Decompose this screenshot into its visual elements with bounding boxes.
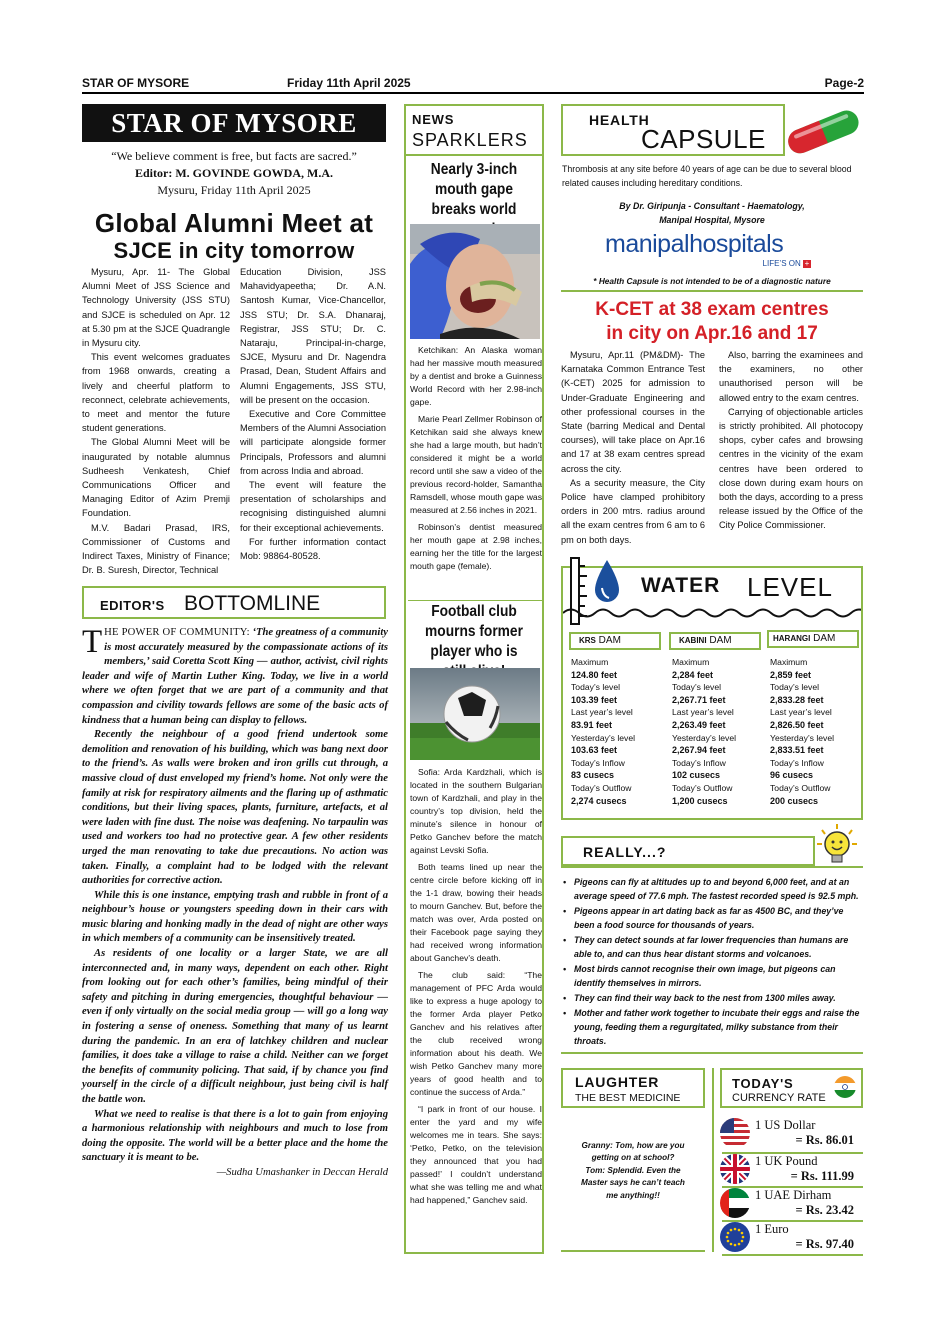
kcet-headline	[561, 298, 863, 346]
lead-para: Education Division, JSS Mahavidyapeetha; Dr. A.N. Santosh Kumar, Vice-Chancellor, JSS STU; Dr. S.A. Dhanaraj, Registrar, JSS STU; Dr. C. Nataraju, Principal-in-charge, SJCE, Mysuru and Dr. Nagendra Prasad, Dean, Student Affairs and Alumni Engagements, JSS STU, will be present on the occasion.	[240, 267, 386, 405]
dam-row-value: 2,833.51 feet	[770, 745, 824, 756]
lead-article-col1	[82, 265, 230, 577]
editorial-para	[82, 626, 388, 728]
editorial-para: While this is one instance, emptying trash and rubble in front of a neighbour’s house or youngsters speeding down in their cars with music blaring and honking madly in the dead of night are other ways in which members of a community can be insensitively treated.	[82, 889, 388, 945]
dam-row-value: 83 cusecs	[571, 770, 615, 781]
list-item: • Mother and father work together to incubate their eggs and raise the young, feeding them a regurgitated, milky substance from their throats.	[563, 1006, 863, 1048]
kcet-para: Mysuru, Apr.11 (PM&DM)- The Karnataka Common Entrance Test (K-CET) 2025 for admission to Under-Graduate Engineering and other professional courses in the State (barring Medical and Dental courses), will take place on Apr.16 and 17 at 38 exam centres spread across the city.	[561, 350, 705, 474]
joke-line: me anything!!	[606, 1190, 660, 1200]
dam-data-harangi	[770, 656, 862, 807]
water-label-light: LEVEL	[747, 572, 833, 602]
dam-row-value: 2,267.94 feet	[672, 745, 726, 756]
manipal-logo-sub	[763, 259, 811, 268]
divider	[712, 1068, 714, 1252]
header-date: Friday 11th April 2025	[287, 76, 411, 90]
dam-row-label: Today’s level	[770, 682, 820, 693]
water-wave-icon	[563, 606, 861, 620]
divider	[561, 1250, 705, 1252]
manipal-logo-b: hospitals	[689, 230, 784, 258]
sparkler-para: “I park in front of our house. I enter the yard and my wife welcomes me in tears. She says: ‘Petko, Petko, on the television they announced that you had passed!’ I couldn’t understand what she was telling me and what had happened,” Ganchev said.	[410, 1104, 542, 1205]
dam-header-krs	[569, 632, 661, 650]
joke-line: Tom: Splendid. Even the	[585, 1165, 681, 1175]
sparkler-para: Both teams lined up near the centre circle before kicking off in the 1-1 draw, bowing their heads to mourn Ganchev. But, before the match was over, Arda posted on their Facebook page saying they had received wrong information about Ganchev’s death.	[410, 862, 542, 963]
laughter-label-bold: LAUGHTER	[575, 1074, 660, 1090]
joke-line: Granny: Tom, how are you	[581, 1141, 685, 1150]
lead-para: Mysuru, Apr. 11- The Global Alumni Meet of JSS Science and Technology University (JSS STU) and SJCE is scheduled on Apr. 12 at 5.30 pm at the SJCE Quadrangle in Mysuru city.	[82, 267, 230, 349]
sparkler-para: Sofia: Arda Kardzhali, which is located in the southern Bulgarian town of Kardzhali, and play in the country’s top division, held the minute’s silence in honour of Petko Ganchev before the match against Levski Sofia.	[410, 767, 542, 855]
dam-row-label: Yesterday’s level	[672, 732, 737, 743]
dam-row-label: Yesterday’s level	[770, 732, 835, 743]
lead-para: The event will feature the presentation of scholarships and recognising distinguished alumni for their exceptional achievements.	[240, 480, 386, 533]
editorial-para: As residents of one locality or a larger State, we are all interconnected and, in many ways, dependent on each other. Right from looking out for each other’s families, being mindful of their safety and pitching in during emergencies, thoughtful behaviour — even if only virtually on the social media group — will go a long way in fostering a sense of oneness. Something that many of us learnt during the pandemic. In an era of latchkey children and nuclear families, it does take a village to raise a child. Neither can we forget the benefits of community policing. That said, if by chance you find yourself in the circle of a difficult neighbour, just being civil is half the battle won.	[82, 948, 388, 1105]
header-page-number: Page-2	[824, 76, 864, 90]
list-item: • They can detect sounds at far lower frequencies than humans are able to, and can thus hear distant storms and volcanoes.	[563, 933, 863, 961]
dropcap: T	[82, 624, 103, 660]
woman-eating-photo	[410, 224, 540, 339]
dam-name-bold: KABINI	[679, 636, 707, 645]
dam-row-value: 2,826.50 feet	[770, 719, 824, 730]
dam-row-value: 1,200 cusecs	[672, 795, 728, 806]
health-disclaimer: * Health Capsule is not intended to be of a diagnostic nature	[593, 276, 831, 286]
kcet-para: Carrying of objectionable articles is strictly prohibited. All photocopy shops, cyber cafes and browsing centres in the vicinity of the exam centres have been ordered to close down during exam hours on both the days, according to a press release issued by the Office of the City Police Commissioner.	[719, 406, 863, 531]
list-item: • Most birds cannot recognise their own image, but pigeons can identify themselves in mirrors.	[563, 962, 863, 990]
list-item: • Pigeons can fly at altitudes up to and beyond 6,000 feet, and at an average speed of 77.6 mph. The fastest recorded speed is 92.5 mph.	[563, 875, 863, 903]
india-flag-icon	[834, 1076, 856, 1098]
editorial-body	[82, 626, 388, 1181]
lightbulb-icon	[814, 822, 860, 870]
lead-headline-line2: SJCE in city tomorrow	[113, 238, 355, 263]
uk-flag-icon	[720, 1154, 750, 1184]
sparkler-headline-2: Football club mourns former player who is	[425, 603, 523, 660]
sparklers-label	[404, 104, 544, 156]
dam-row-value: 2,833.28 feet	[770, 694, 824, 705]
water-label-bold: WATER	[641, 574, 721, 597]
editorial-para: What we need to realise is that there is a lot to gain from enjoying a harmonious relationship with neighbours and much to lose from doing the opposite. The world will be a better place and the home the sanctuary it is meant to be.	[82, 1108, 388, 1164]
editorial-intro-rest: ‘The greatness of a community is most accurately measured by the compassionate actions of its members,’ said Coretta Scott King — author, activist, civil rights leader and wife of Martin Luther King. Today, we live in a world where we often forget that we are part of a community and that compassion and civility towards fellows are some of the basic acts of kindness that a human being can display to fellows.	[82, 627, 388, 726]
news-sparklers-panel	[404, 104, 544, 1254]
currency-unit: 1 UAE Dirham	[755, 1188, 832, 1202]
currency-label-bold: TODAY'S	[732, 1076, 794, 1091]
health-capsule-label	[561, 104, 785, 156]
dam-row-value: 2,267.71 feet	[672, 694, 726, 705]
currency-rate: = Rs. 86.01	[795, 1133, 854, 1147]
currency-rate: = Rs. 111.99	[790, 1169, 854, 1183]
eu-flag-icon	[720, 1222, 750, 1252]
divider	[561, 866, 863, 868]
dam-data-kabini	[672, 656, 768, 807]
masthead-info	[82, 148, 386, 199]
masthead-motto: “We believe comment is free, but facts are sacred.”	[111, 149, 357, 163]
laughter-label-box	[561, 1068, 705, 1108]
dam-name-light: DAM	[813, 633, 836, 644]
kcet-para: Also, barring the examinees and the examiners, no other unauthorised person will be allowed entry to the exam centres.	[719, 350, 863, 403]
dam-row-label: Last year’s level	[672, 707, 734, 718]
dam-row-label: Today’s level	[672, 682, 722, 693]
dam-row-value: 102 cusecs	[672, 770, 721, 781]
divider	[722, 1254, 863, 1256]
capsule-pill-icon	[782, 104, 864, 158]
health-byline	[562, 199, 862, 227]
health-byline-1: By Dr. Giripunja - Consultant - Haematology,	[619, 201, 805, 211]
dam-name-light: DAM	[598, 635, 621, 646]
dam-row-label: Today’s Outflow	[672, 782, 733, 793]
list-item: • Pigeons appear in art dating back as far as 4500 BC, and they’ve been a food source for thousands of years.	[563, 904, 863, 932]
us-flag-icon	[720, 1118, 750, 1148]
currency-row-gbp	[720, 1154, 860, 1186]
manipal-logo-a: manipal	[605, 230, 690, 258]
joke-line: Master says he can’t teach	[581, 1178, 685, 1188]
laughter-label-light: THE BEST MEDICINE	[575, 1092, 681, 1104]
dam-row-value: 2,274 cusecs	[571, 795, 627, 806]
sparkler-para: Marie Pearl Zellmer Robinson of Ketchikan said she always knew she had a large mouth, but hadn’t considered it might be a world record until she saw a video of the previous record-holder, Samantha Ramsdell, whose mouth gape was measured at 2.56 inches in 2021.	[410, 414, 542, 515]
page-header	[82, 76, 864, 94]
sparklers-label-light: SPARKLERS	[412, 130, 528, 150]
manipal-logo-tagline: LIFE’S ON	[762, 259, 801, 268]
masthead-dateline: Mysuru, Friday 11th April 2025	[157, 183, 311, 197]
dam-row-label: Maximum	[672, 657, 710, 667]
dam-name-bold: KRS	[579, 636, 596, 645]
editors-bottomline-label	[82, 586, 386, 619]
sparkler-para: Robinson’s dentist measured her mouth gape at 2.98 inches, earning her the title for the largest mouth gape (female).	[410, 522, 542, 571]
dam-row-label: Today’s Inflow	[672, 757, 726, 768]
water-level-panel	[561, 566, 863, 820]
currency-unit: 1 US Dollar	[755, 1118, 816, 1132]
manipal-logo	[605, 230, 815, 270]
dam-row-value: 96 cusecs	[770, 770, 814, 781]
dam-row-value: 103.63 feet	[571, 745, 618, 756]
dam-row-label: Maximum	[770, 657, 808, 667]
editorial-para: Recently the neighbour of a good friend undertook some demolition and renovation of his building, which was bang next door to the friend’s. As walls were broken and iron grills cut through, a massive cloud of dust enveloped my friend’s home. Not only were the family at risk for respiratory ailments and the flaring up of asthmatic conditions, but their living spaces, plants, furniture, artefacts, et al were laden with fine dust. The noise was deafening. No tarpaulin was used and workers too had no protective gear. A few other residents urged the man renovating to take due precautions. No action was taken. Finally, a complaint had to be lodged with the relevant authorities for corrective action.	[82, 729, 388, 887]
divider	[561, 290, 863, 292]
lead-para: The Global Alumni Meet will be inaugurated by notable alumnus Sudheesh Venkatesh, Chief Communications Officer and Managing Editor of Azim Premji Foundation.	[82, 437, 230, 519]
editorial-intro: HE POWER OF COMMUNITY:	[104, 627, 250, 638]
really-label: REALLY...?	[583, 844, 667, 860]
really-label-box	[561, 836, 815, 866]
currency-unit: 1 Euro	[755, 1222, 789, 1236]
sparkler-story-2	[410, 766, 542, 1211]
header-paper-name: STAR OF MYSORE	[82, 76, 190, 90]
sparkler-story-1	[410, 344, 542, 577]
dam-row-value: 103.39 feet	[571, 694, 618, 705]
health-text: Thrombosis at any site before 40 years of age can be due to several blood related causes including hereditary conditions.	[562, 164, 852, 188]
divider	[408, 600, 542, 601]
divider	[561, 1052, 863, 1054]
sparklers-label-bold: NEWS	[412, 112, 455, 127]
kcet-para: As a security measure, the City Police have clamped prohibitory orders in 200 mtrs. radius around all the exam centres from 6 am to 6 pm on both days.	[561, 477, 705, 545]
currency-rate: = Rs. 97.40	[795, 1237, 854, 1251]
red-plus-icon: +	[804, 258, 810, 268]
dam-row-label: Today’s Outflow	[571, 782, 632, 793]
joke-line: getting on at school?	[591, 1153, 675, 1163]
currency-row-eur	[720, 1222, 860, 1254]
dam-row-label: Today’s level	[571, 682, 621, 693]
dam-row-label: Today’s Inflow	[571, 757, 625, 768]
lead-para: Executive and Core Committee Members of the Alumni Association will participate alongside former Principals, Professors and alumni from across India and abroad.	[240, 409, 386, 476]
dam-row-value: 124.80 feet	[571, 669, 618, 680]
health-label-light: CAPSULE	[641, 124, 766, 154]
football-photo	[410, 668, 540, 760]
lead-article-col2	[240, 265, 386, 563]
currency-row-usd	[720, 1118, 860, 1150]
dam-row-label: Last year’s level	[770, 707, 832, 718]
dam-row-value: 200 cusecs	[770, 795, 819, 806]
list-item: • They can find their way back to the nest from 1300 miles away.	[563, 991, 863, 1005]
lead-headline-line1: Global Alumni Meet at	[94, 208, 374, 238]
lead-headline	[82, 210, 386, 264]
lead-para: M.V. Badari Prasad, IRS, Commissioner of Customs and Indirect Taxes, Ministry of Finance; Dr. B. Suresh, Director, Technical	[82, 522, 230, 576]
health-label-bold: HEALTH	[589, 112, 650, 128]
lead-para: This event welcomes graduates from 1968 onwards, creating a lively and cheerful platform to reconnect, celebrate achievements, to meet and mentor the future student generations.	[82, 352, 230, 434]
dam-row-value: 83.91 feet	[571, 719, 613, 730]
kcet-headline-2: in city on Apr.16 and 17	[606, 323, 818, 344]
dam-data-krs	[571, 656, 667, 807]
dam-name-light: DAM	[709, 635, 732, 646]
currency-row-aed	[720, 1188, 860, 1220]
editorial-credit: —Sudha Umashanker in Deccan Herald	[216, 1166, 388, 1178]
dam-name-bold: HARANGI	[773, 634, 811, 643]
health-byline-2: Manipal Hospital, Mysore	[659, 215, 765, 225]
uae-flag-icon	[720, 1188, 750, 1218]
currency-unit: 1 UK Pound	[755, 1154, 818, 1168]
bottomline-label-bold: EDITOR'S	[100, 598, 165, 613]
dam-header-kabini	[669, 632, 761, 650]
dam-row-value: 2,859 feet	[770, 669, 812, 680]
dam-row-label: Today’s Inflow	[770, 757, 824, 768]
dam-row-label: Last year’s level	[571, 707, 633, 718]
dam-row-label: Yesterday’s level	[571, 732, 636, 743]
currency-rate: = Rs. 23.42	[795, 1203, 854, 1217]
kcet-col1	[561, 348, 705, 547]
lead-para: For further information contact Mob: 98864-80528.	[240, 536, 386, 562]
masthead-title: STAR OF MYSORE	[82, 104, 386, 142]
dam-row-value: 2,263.49 feet	[672, 719, 726, 730]
currency-label-box	[720, 1068, 863, 1108]
bottomline-label-light: BOTTOMLINE	[184, 592, 321, 615]
sparkler-headline-1: Nearly 3-inch mouth gape breaks world	[430, 161, 518, 218]
dam-row-value: 2,284 feet	[672, 669, 714, 680]
sparkler-para: The club said: “The management of PFC Arda would like to express a huge apology to the former Arda player Petko Ganchev and his relatives after the club received wrong information about his death. We wish Petko Ganchev many more years of good health and to continue the success of Arda.”	[410, 970, 542, 1097]
dam-row-label: Maximum	[571, 657, 609, 667]
kcet-col2	[719, 348, 863, 533]
currency-label-light: CURRENCY RATE	[732, 1092, 826, 1104]
masthead-editor: Editor: M. GOVINDE GOWDA, M.A.	[135, 166, 333, 180]
dam-header-harangi	[767, 630, 859, 648]
dam-row-label: Today’s Outflow	[770, 782, 831, 793]
sparkler-para: Ketchikan: An Alaska woman had her massive mouth measured by a dentist and broke a Guinness World Record with her 2.98-inch gape.	[410, 345, 542, 407]
really-facts-list	[563, 875, 863, 1049]
laughter-joke	[561, 1140, 705, 1202]
kcet-headline-1: K-CET at 38 exam centres	[595, 299, 829, 320]
